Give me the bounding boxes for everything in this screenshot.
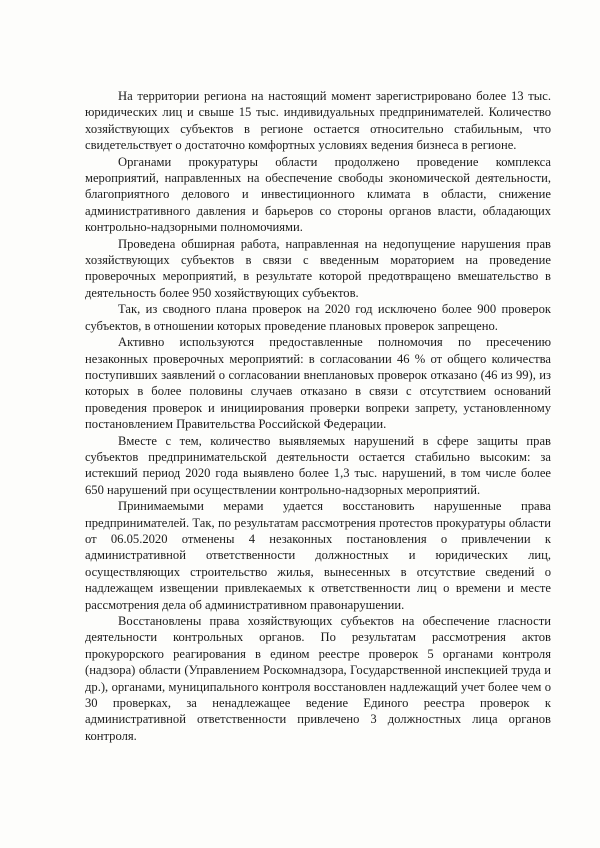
paragraph: Проведена обширная работа, направленная на недопущение нарушения прав хозяйствующих субъектов в связи с введенным мораторием на проведение проверочных мероприятий, в результате которой предотвращено вмешательство в деятельность более 950 хозяйствующих субъектов. <box>85 236 551 300</box>
paragraph: Так, из сводного плана проверок на 2020 год исключено более 900 проверок субъектов, в отношении которых проведение плановых проверок запрещено. <box>85 302 551 333</box>
paragraph: Восстановлены права хозяйствующих субъектов на обеспечение гласности деятельности контрольных органов. По результатам рассмотрения актов прокурорского реагирования в едином реестре проверок 5 органами контроля (надзора) области (Управлением Роскомнадзора, Государственной инспекцией труда и др.), органами, муниципального контроля восстановлен надлежащий учет более чем о 30 проверках, за ненадлежащее ведение Единого реестра проверок к административной ответственности привлечено 3 должностных лица органов контроля. <box>85 614 551 743</box>
paragraph: Активно используются предоставленные полномочия по пресечению незаконных проверочных мероприятий: в согласовании 46 % от общего количества поступивших заявлений о согласовании внеплановых проверок отказано (46 из 99), из которых в более половины случаев отказано в связи с отсутствием оснований проведения проверок и инициирования проверки вопреки запрету, установленному постановлением Правительства Российской Федерации. <box>85 335 551 432</box>
paragraph: На территории региона на настоящий момент зарегистрировано более 13 тыс. юридических лиц и свыше 15 тыс. индивидуальных предпринимателей. Количество хозяйствующих субъектов в регионе остается относительно стабильным, что свидетельствует о достаточно комфортных условиях ведения бизнеса в регионе. <box>85 89 551 153</box>
paragraph: Принимаемыми мерами удается восстановить нарушенные права предпринимателей. Так, по результатам рассмотрения протестов прокуратуры области от 06.05.2020 отменены 4 незаконных постановления о привлечении к административной ответственности должностных и юридических лиц, осуществляющих строительство жилья, вынесенных в отсутствие сведений о надлежащем извещении привлекаемых к ответственности лиц о времени и месте рассмотрения дела об административном правонарушении. <box>85 499 551 612</box>
paragraph: Вместе с тем, количество выявляемых нарушений в сфере защиты прав субъектов предпринимательской деятельности остается стабильно высоким: за истекший период 2020 года выявлено более 1,3 тыс. нарушений, в том числе более 650 нарушений при осуществлении контрольно-надзорных мероприятий. <box>85 433 551 497</box>
document-body <box>85 88 551 744</box>
paragraph: Органами прокуратуры области продолжено проведение комплекса мероприятий, направленных на обеспечение свободы экономической деятельности, благоприятного делового и инвестиционного климата в области, снижение административного давления и барьеров со стороны органов власти, обладающих контрольно-надзорными полномочиями. <box>85 154 551 235</box>
